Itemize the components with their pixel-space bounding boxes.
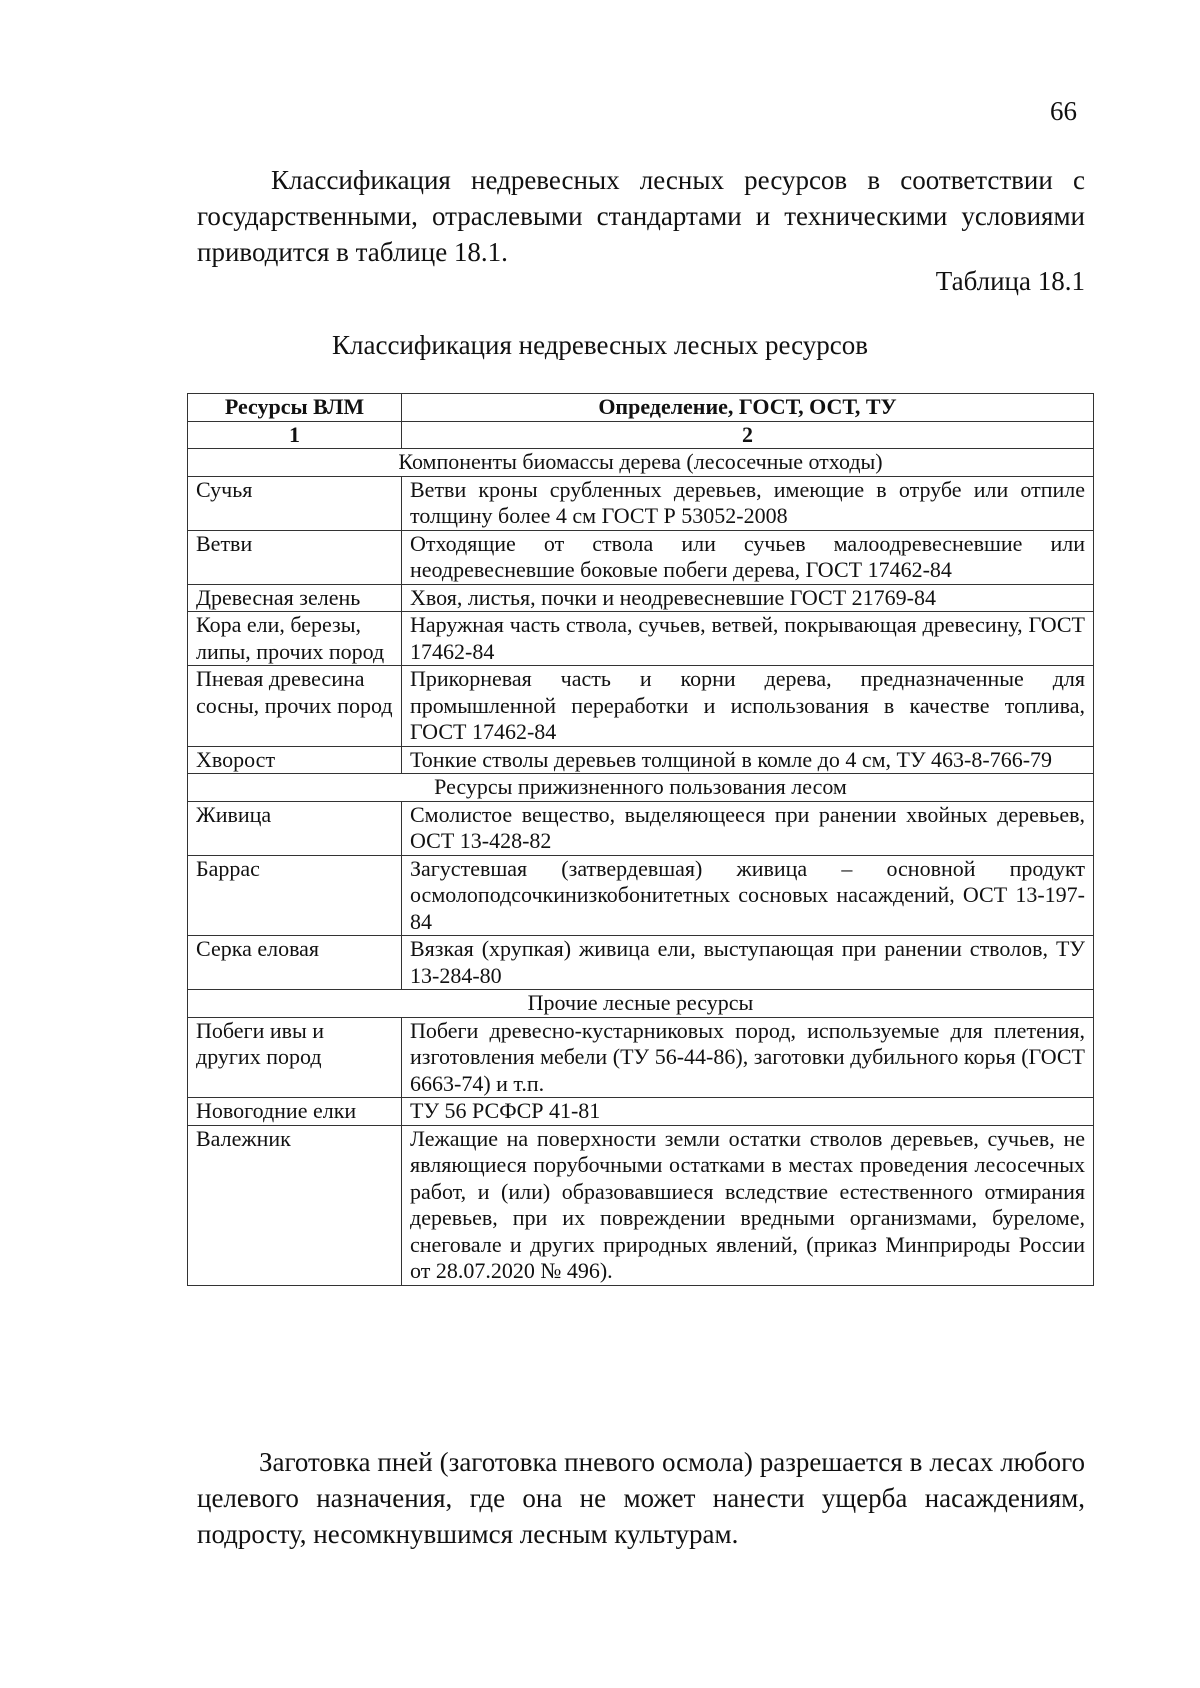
section-title: Компоненты биомассы дерева (лесосечные отходы) — [188, 449, 1094, 477]
table-section-row — [188, 990, 1094, 1018]
table-row — [188, 1098, 1094, 1126]
resource-cell: Хворост — [188, 746, 402, 774]
definition-cell: Отходящие от ствола или сучьев малоодревесневшие или неодревесневшие боковые побеги дерева, ГОСТ 17462-84 — [402, 530, 1094, 584]
table-body — [188, 449, 1094, 1286]
resource-cell: Новогодние елки — [188, 1098, 402, 1126]
section-title: Прочие лесные ресурсы — [188, 990, 1094, 1018]
definition-cell: Прикорневая часть и корни дерева, предназначенные для промышленной переработки и использования в качестве топлива, ГОСТ 17462-84 — [402, 666, 1094, 747]
definition-cell: Смолистое вещество, выделяющееся при ранении хвойных деревьев, ОСТ 13-428-82 — [402, 801, 1094, 855]
resource-cell: Валежник — [188, 1125, 402, 1285]
table-section-row — [188, 774, 1094, 802]
definition-cell: Тонкие стволы деревьев толщиной в комле до 4 см, ТУ 463-8-766-79 — [402, 746, 1094, 774]
definition-cell: Хвоя, листья, почки и неодревесневшие ГОСТ 21769-84 — [402, 584, 1094, 612]
resource-cell: Кора ели, березы, липы, прочих пород — [188, 612, 402, 666]
definition-cell: Загустевшая (затвердевшая) живица – основной продукт осмолоподсочкинизкобонитетных сосновых насаждений, ОСТ 13-197-84 — [402, 855, 1094, 936]
intro-text: Классификация недревесных лесных ресурсов в соответствии с государственными, отраслевыми стандартами и техническими условиями приводится в таблице 18.1. — [197, 165, 1085, 267]
table-caption: Классификация недревесных лесных ресурсов — [332, 330, 868, 360]
header-resource: Ресурсы ВЛМ — [188, 394, 402, 422]
table-section-row — [188, 449, 1094, 477]
definition-cell: Вязкая (хрупкая) живица ели, выступающая при ранении стволов, ТУ 13-284-80 — [402, 936, 1094, 990]
outro-paragraph — [197, 1444, 1085, 1552]
section-title: Ресурсы прижизненного пользования лесом — [188, 774, 1094, 802]
table-row — [188, 936, 1094, 990]
resource-cell: Серка еловая — [188, 936, 402, 990]
table-label: Таблица 18.1 — [935, 266, 1085, 296]
resource-cell: Живица — [188, 801, 402, 855]
table-row — [188, 476, 1094, 530]
resource-cell: Сучья — [188, 476, 402, 530]
resource-cell: Древесная зелень — [188, 584, 402, 612]
definition-cell: Побеги древесно-кустарниковых пород, используемые для плетения, изготовления мебели (ТУ 56-44-86), заготовки дубильного корья (ГОСТ 6663-74) и т.п. — [402, 1017, 1094, 1098]
intro-paragraph — [197, 162, 1085, 270]
table-row — [188, 855, 1094, 936]
table-row — [188, 1125, 1094, 1285]
column-number-2: 2 — [402, 421, 1094, 449]
page-number: 66 — [1050, 96, 1077, 126]
header-definition: Определение, ГОСТ, ОСТ, ТУ — [402, 394, 1094, 422]
table-row — [188, 530, 1094, 584]
definition-cell: Наружная часть ствола, сучьев, ветвей, покрывающая древесину, ГОСТ 17462-84 — [402, 612, 1094, 666]
table-row — [188, 801, 1094, 855]
column-number-1: 1 — [188, 421, 402, 449]
table-row — [188, 666, 1094, 747]
table-row — [188, 612, 1094, 666]
resource-cell: Ветви — [188, 530, 402, 584]
definition-cell: Лежащие на поверхности земли остатки стволов деревьев, сучьев, не являющиеся порубочными остатками в местах проведения лесосечных работ, и (или) образовавшиеся вследствие естественного отмирания деревьев, при их повреждении вредными организмами, буреломе, снеговале и других природных явлений, (приказ Минприроды России от 28.07.2020 № 496). — [402, 1125, 1094, 1285]
definition-cell: Ветви кроны срубленных деревьев, имеющие в отрубе или отпиле толщину более 4 см ГОСТ Р 53052-2008 — [402, 476, 1094, 530]
resources-table — [187, 393, 1094, 1286]
table-header-row — [188, 394, 1094, 422]
resource-cell: Пневая древесина сосны, прочих пород — [188, 666, 402, 747]
table-row — [188, 746, 1094, 774]
table-number-row — [188, 421, 1094, 449]
outro-text: Заготовка пней (заготовка пневого осмола) разрешается в лесах любого целевого назначения, где она не может нанести ущерба насаждениям, подросту, несомкнувшимся лесным культурам. — [197, 1447, 1085, 1549]
resource-cell: Побеги ивы и других пород — [188, 1017, 402, 1098]
definition-cell: ТУ 56 РСФСР 41-81 — [402, 1098, 1094, 1126]
resource-cell: Баррас — [188, 855, 402, 936]
table-row — [188, 1017, 1094, 1098]
table-row — [188, 584, 1094, 612]
